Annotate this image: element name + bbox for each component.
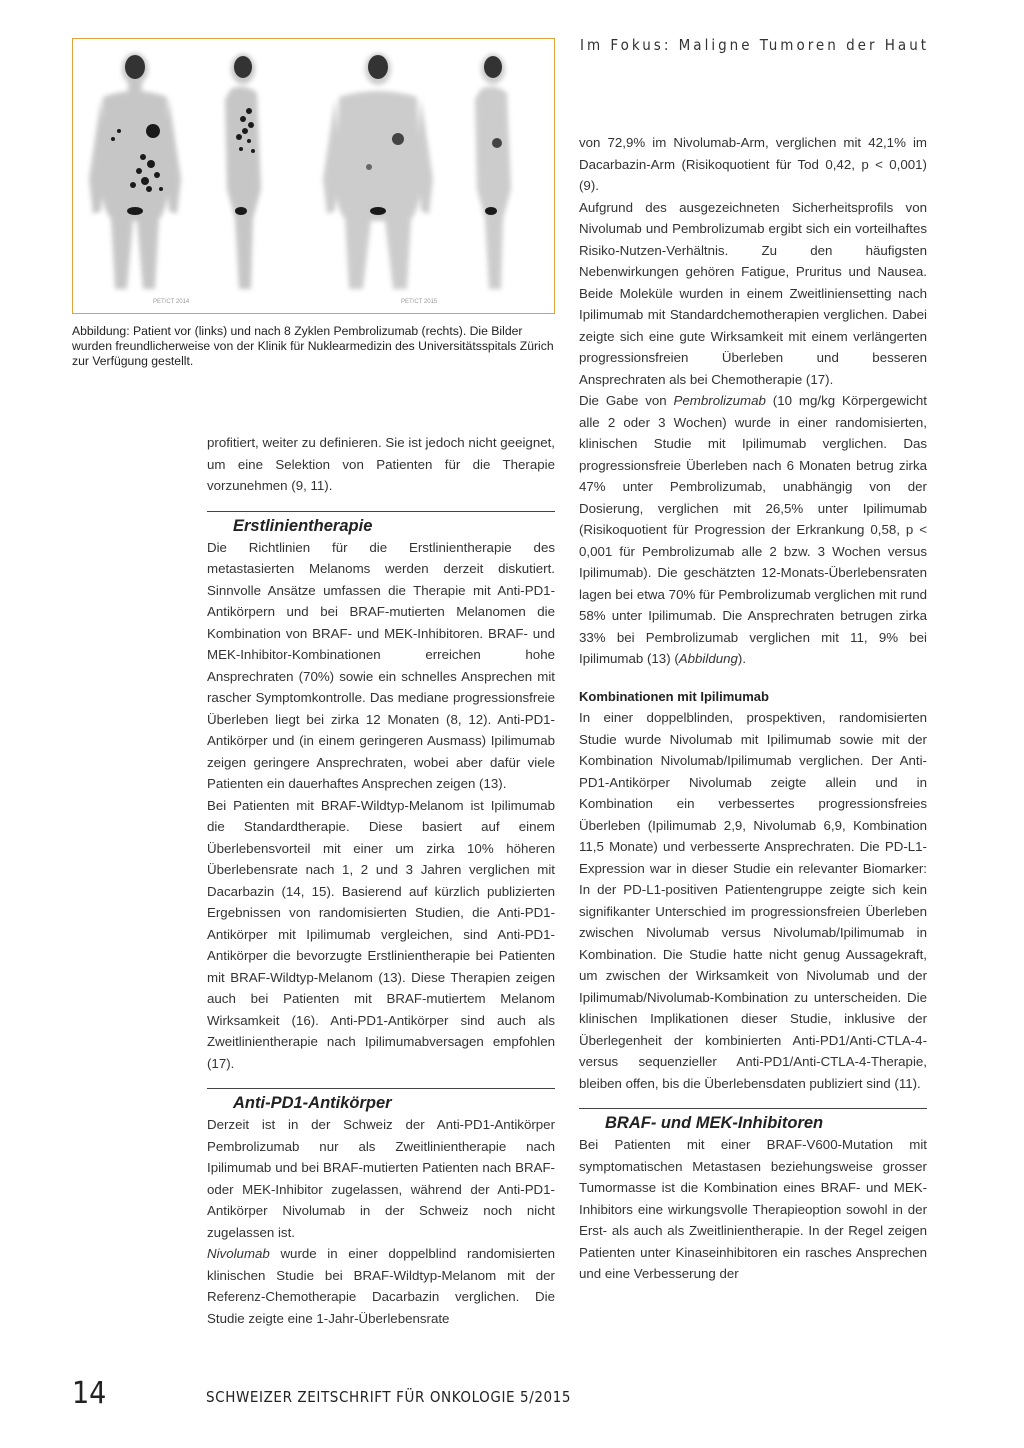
right-column bbox=[579, 132, 927, 1285]
running-header: Im Fokus: Maligne Tumoren der Haut bbox=[580, 36, 930, 54]
body-side-before bbox=[225, 54, 261, 289]
intro-paragraph: profitiert, weiter zu definieren. Sie ist jedoch nicht geeignet, um eine Selektion von Patienten für die Therapie vorzunehmen (9, 11). bbox=[207, 435, 555, 493]
section-rule bbox=[207, 511, 555, 512]
image-label-after: PET/CT 2015 bbox=[401, 299, 438, 305]
section-rule bbox=[579, 1108, 927, 1109]
page-number: 14 bbox=[72, 1376, 107, 1411]
heading-kombinationen: Kombinationen mit Ipilimumab bbox=[579, 688, 769, 704]
body-front-before bbox=[89, 53, 181, 289]
kombi-paragraph: In einer doppelblinden, prospektiven, randomisierten Studie wurde Nivolumab mit Ipilimumab sowie mit der Kombination Nivolumab/Ipilimumab verglichen. Der Anti-PD1-Antikörper Nivolumab zeigte allein und in Kombination ein verbessertes progressionsfreies Überleben (Ipilimumab 2,9, Nivolumab 6,9, Kombination 11,5 Monate) und verbesserte Ansprechraten. Die PD-L1-Expression war in dieser Studie ein relevanter Biomarker: In der PD-L1-positiven Patientengruppe zeigte sich kein signifikanter Unterschied im progressionsfreien Überleben zwischen Nivolumab versus Nivolumab/Ipilimumab in Kombination. Die Studie hatte nicht genug Aussagekraft, um zwischen der Wirksamkeit von Nivolumab und der Ipilimumab/Nivolumab-Kombination zu unterscheiden. Die klinischen Implikationen dieser Studie, inklusive der Überlegenheit der kombinierten Anti-PD1/Anti-CTLA-4- versus sequenzieller Anti-PD1/Anti-CTLA-4-Therapie, bleiben offen, bis die Überlebensdaten publiziert sind (11). bbox=[579, 710, 927, 1091]
nivolumab-italic: Nivolumab bbox=[207, 1246, 270, 1261]
figure-caption: Abbildung: Patient vor (links) und nach 8 Zyklen Pembrolizumab (rechts). Die Bilder wurden freundlicherweise von der Klinik für Nuklearmedizin des Universitätsspitals Zürich zur Verfügung gestellt. bbox=[72, 324, 554, 368]
antipd1-paragraph-1: Derzeit ist in der Schweiz der Anti-PD1-Antikörper Pembrolizumab nur als Zweitlinientherapie nach Ipilimumab und bei BRAF-mutierten Patienten nach BRAF- oder MEK-Inhibitor zugelassen, während der Anti-PD1-Antikörper Nivolumab in der Schweiz noch nicht zugelassen ist. bbox=[207, 1117, 555, 1240]
erstlinie-paragraph-2: Bei Patienten mit BRAF-Wildtyp-Melanom ist Ipilimumab die Standardtherapie. Diese basiert auf einem Überlebensvorteil mit einer um zirka 10% höheren Überlebensrate nach 1, 2 und 3 Jahren verglichen mit Dacarbazin (14, 15). Basierend auf kürzlich publizierten Ergebnissen von randomisierten Studien, die Anti-PD1-Antikörper mit Ipilimumab vergleichen, sind Anti-PD1-Antikörper die bevorzugte Erstlinientherapie bei Patienten mit BRAF-Wildtyp-Melanom (13). Diese Therapien zeigen auch bei Patienten mit BRAF-mutiertem Melanom Wirksamkeit (16). Anti-PD1-Antikörper sind auch als Zweitlinientherapie nach Ipilimumabversagen empfohlen (17). bbox=[207, 797, 555, 1071]
pet-scan-image bbox=[73, 39, 553, 312]
left-column bbox=[207, 432, 555, 1329]
image-label-before: PET/CT 2014 bbox=[153, 299, 190, 305]
journal-name: SCHWEIZER ZEITSCHRIFT FÜR ONKOLOGIE 5/2015 bbox=[206, 1388, 572, 1406]
heading-erstlinientherapie: Erstlinientherapie bbox=[233, 516, 373, 535]
right-paragraph-2: Aufgrund des ausgezeichneten Sicherheitsprofils von Nivolumab und Pembrolizumab ergibt sich ein vorteilhaftes Risiko-Nutzen-Verhältnis. Zu den häufigsten Nebenwirkungen gehören Fatigue, Pruritus und Nausea. Beide Moleküle wurden in einem Zweitliniensetting nach Ipilimumab mit Standardchemotherapien verglichen. Dabei zeigte sich eine gute Wirksamkeit mit einem verlängerten progressionsfreien Überleben und besseren Ansprechraten als bei Chemotherapie (17). bbox=[579, 199, 927, 387]
heading-braf-mek: BRAF- und MEK-Inhibitoren bbox=[605, 1114, 824, 1132]
right-paragraph-1: von 72,9% im Nivolumab-Arm, verglichen mit 42,1% im Dacarbazin-Arm (Risikoquotient für Tod 0,42, p < 0,001) (9). bbox=[579, 135, 927, 193]
body-side-after bbox=[475, 54, 511, 289]
section-rule bbox=[207, 1088, 555, 1089]
erstlinie-paragraph-1: Die Richtlinien für die Erstlinientherapie des metastasierten Melanoms werden derzeit diskutiert. Sinnvolle Ansätze umfassen die Therapie mit Anti-PD1-Antikörpern und bei BRAF-mutierten Melanomen die Kombination von BRAF- und MEK-Inhibitoren. BRAF- und MEK-Inhibitor-Kombinationen erreichen hohe Ansprechraten (70%) sowie ein schnelles Ansprechen mit rascher Symptomkontrolle. Das mediane progressionsfreie Überleben liegt bei zirka 12 Monaten (8, 12). Anti-PD1-Antikörper und (in einem geringeren Ausmass) Ipilimumab zeigen geringere Ansprechraten, wobei aber dafür viele Patienten ein dauerhaftes Ansprechen zeigen (13). bbox=[207, 539, 555, 791]
right-paragraph-3: Die Gabe von Pembrolizumab (10 mg/kg Körpergewicht alle 2 oder 3 Wochen) wurde in einer randomisierten, klinischen Studie mit Ipilimumab verglichen. Das progressionsfreie Überleben nach 6 Monaten betrug zirka 47% unter Pembrolizumab, unabhängig von der Dosierung, verglichen mit 26,5% unter Ipilimumab (Risikoquotient für Progression der Erkrankung 0,58, p < 0,001 für Pembrolizumab alle 2 bzw. 3 Wochen versus Ipilimumab). Die geschätzten 12-Monats-Überlebensraten lagen bei etwa 70% für Pembrolizumab verglichen mit rund 58% unter Ipilimumab. Die Ansprechraten betrugen zirka 33% bei Pembrolizumab verglichen mit 11, 9% bei Ipilimumab (13) (Abbildung). bbox=[579, 393, 927, 666]
heading-anti-pd1: Anti-PD1-Antikörper bbox=[233, 1094, 392, 1112]
body-front-after bbox=[323, 53, 433, 289]
braf-paragraph: Bei Patienten mit einer BRAF-V600-Mutation mit symptomatischen Metastasen beziehungsweise grosser Tumormasse ist die Kombination eines BRAF- und MEK-Inhibitors eine wirkungsvolle Therapieoption sowohl in der Erst- als auch als Zweitlinientherapie. In der Regel zeigen Patienten unter Kinaseinhibitoren ein rasches Ansprechen und eine Verbesserung der bbox=[579, 1137, 927, 1281]
pet-figure bbox=[72, 38, 555, 314]
antipd1-paragraph-2: Nivolumab wurde in einer doppelblind randomisierten klinischen Studie bei BRAF-Wildtyp-Melanom mit der Referenz-Chemotherapie Dacarbazin verglichen. Die Studie zeigte eine 1-Jahr-Überlebensrate bbox=[207, 1246, 555, 1326]
